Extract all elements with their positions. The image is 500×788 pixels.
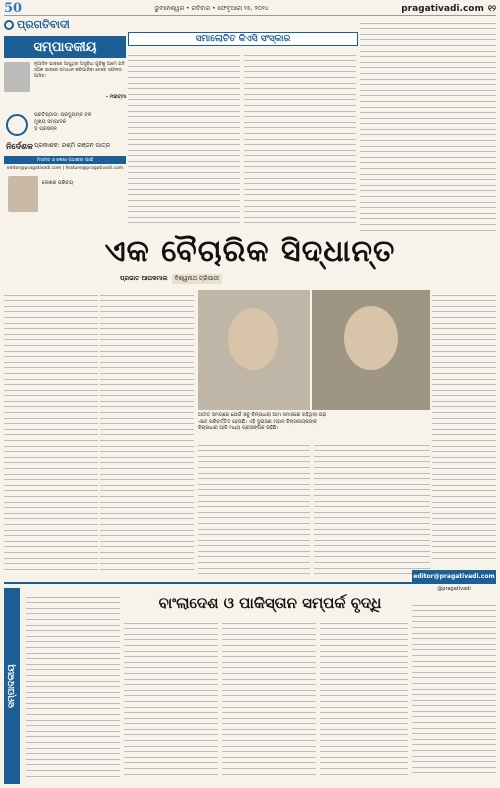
page-number: ୧୨	[487, 3, 496, 13]
editorial-sidebar	[4, 18, 126, 234]
text-column	[4, 290, 98, 578]
photo-left	[198, 290, 310, 410]
text-column	[432, 290, 496, 566]
byline	[120, 272, 260, 286]
brand-logo-icon	[4, 20, 14, 30]
caption-line: ବିଚାରଧାରା ଆଜି ମଧ୍ୟ ପ୍ରାସଙ୍ଗିକ ରହିଛି।	[198, 425, 279, 431]
brand-name: ପ୍ରଗତିବାଦୀ	[17, 18, 70, 31]
quote-text: ନୂଆଦିନ ଭାବରେ ଆସୁଥିବା ଅସୁବିଧା ଗୁଡ଼ିକୁ ଆମେ ଯଦି ସଠିକ ଭାବରେ ସମାଧାନ କରିପାରିବା ତେବେ ସଫଳତା ଆସିବ।	[34, 62, 125, 79]
director-name: ପ୍ରକାଶକ: ରଶ୍ମି ରଞ୍ଜନ ପାତ୍ର	[34, 142, 111, 149]
text-column	[360, 18, 496, 234]
author-caption: ଲେଖକ ପରିଚୟ	[42, 180, 74, 186]
portrait-face	[344, 306, 398, 370]
section-headline: ସମାଲୋଚିତ କିଏସି ସଂସ୍କାର	[128, 32, 358, 46]
text-column	[320, 618, 408, 778]
text-column	[124, 618, 218, 778]
text-column	[100, 290, 194, 578]
section-tag: ସମ୍ପାଦକୀୟ	[4, 588, 20, 784]
contact-email[interactable]: editor@pragativadi.com | feature@pragativadi.com	[6, 166, 124, 171]
editorial-banner: ସମ୍ପାଦକୀୟ	[4, 36, 126, 58]
main-headline	[4, 232, 496, 270]
byline-label: ପ୍ରଭାତ ଆତାକମାଲ	[120, 275, 168, 282]
text-column	[314, 440, 430, 578]
emblem-icon	[6, 114, 28, 136]
contact-banner: ମତାମତ ଓ ଲେଖା ପଠାଇବା ପାଇଁ	[4, 156, 126, 164]
caption-line: ଏବେ ପରିବର୍ତ୍ତିତ ହେଉଛି। ଏହି ଦୁଇଜଣ ମହାନ ଚିନ୍ତାନାୟକଙ୍କ	[198, 418, 317, 425]
right-column	[360, 18, 496, 234]
portrait-image	[4, 62, 30, 92]
editor-line: ପ୍ରତିଷ୍ଠାତା: ପ୍ରଦ୍ୟୁମ୍ନ ବଳ	[34, 112, 92, 118]
portrait-face	[228, 308, 278, 370]
text-column	[26, 592, 120, 778]
photo-caption	[198, 412, 430, 432]
editor-info	[34, 112, 126, 133]
text-column	[244, 50, 356, 226]
byline-name: ବିଶ୍ୱନାଥ ତ୍ରିପାଠୀ	[172, 274, 222, 284]
site-url[interactable]: pragativadi.com	[401, 3, 484, 14]
photo-right	[312, 290, 430, 410]
footer-social[interactable]: @pragativadi	[437, 586, 471, 592]
headline-text: ଏକ ବୈଚାରିକ ସିଦ୍ଧାନ୍ତ	[104, 233, 396, 269]
masthead	[4, 2, 496, 16]
author-photo	[8, 176, 38, 212]
text-column	[222, 618, 316, 778]
footer-email[interactable]: editor@pragativadi.com	[412, 570, 496, 582]
director-label: ନିର୍ଦେଶକ	[6, 142, 33, 151]
text-column	[128, 50, 240, 226]
editor-line: ମୁଖ୍ୟ ସମ୍ପାଦକ	[34, 119, 67, 125]
editor-line: ଡ଼ ପ୍ରସନ୍ନ	[34, 126, 57, 132]
text-column	[412, 600, 496, 778]
caption-line: ଅତୀତ ସମୟରେ ଯେଉଁ ସବୁ ଚିନ୍ତାଧାରା ଆମ ସମାଜରେ ରହିଥିଲା ତାହା	[198, 412, 327, 418]
quote-author: - ମହାତ୍ମା	[105, 94, 126, 100]
dateline: ଭୁବନେଶ୍ୱର • ରବିବାର • ଫେବୃଆରୀ ୨୫, ୨୦୨୪	[154, 4, 269, 12]
bottom-headline: ବାଂଲାଦେଶ ଓ ପାକିସ୍ତାନ ସମ୍ପର୍କ ବୃଦ୍ଧି	[158, 594, 382, 612]
anniversary-logo: 50	[4, 1, 23, 16]
bottom-story	[4, 582, 496, 782]
brand	[4, 18, 126, 32]
text-column	[198, 440, 310, 578]
